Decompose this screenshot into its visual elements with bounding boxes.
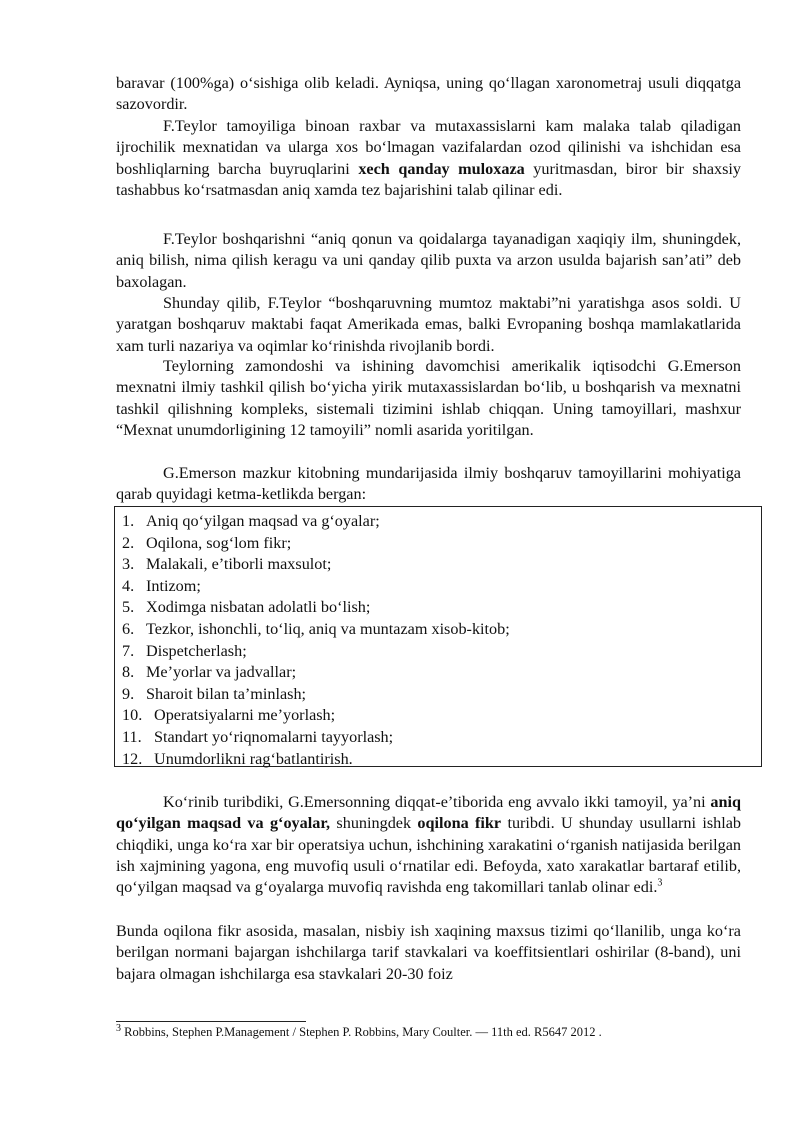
paragraph-7-text-b: shuningdek — [330, 814, 418, 833]
paragraph-1: baravar (100%ga) oʻsishiga olib keladi. Ayniqsa, uning qoʻllagan xaronometraj usuli diqqatga sazovordir. — [116, 74, 741, 114]
principle-item — [122, 619, 761, 641]
principle-text: Oqilona, sogʻlom fikr; — [146, 533, 292, 552]
paragraph-5: Teylorning zamondoshi va ishining davomchisi amerikalik iqtisodchi G.Emerson mexnatni ilmiy tashkil qilish boʻyicha yirik mutaxassislardan boʻlib, u boshqarish va mexnatni tashkil qilishning kompleks, sistemali tizimini ishlab chiqqan. Uning tamoyillari, mashxur “Mexnat unumdorligining 12 tamoyili” nomli asarida yoritilgan. — [116, 357, 741, 439]
principle-number: 4. — [122, 576, 135, 595]
principle-item — [122, 641, 761, 663]
paragraph-2-bold: xech qanday muloxaza — [358, 159, 525, 178]
footnote-marker: 3 — [116, 1022, 121, 1034]
paragraph-7-text-c: turibdi. U shunday usullarni ishlab chiqdiki, unga koʻra xar bir operatsiya uchun, ishchining xarakatini oʻrganish natijasida berilgan ish xajmining yagona, eng muvofiq usuli oʻrnatilar edi. Befoyda, xato xarakatlar bartaraf etilib, qoʻyilgan maqsad va gʻoyalarga muvofiq ravishda eng takomillari tanlab olinar edi. — [116, 814, 741, 897]
paragraph-8: Bunda oqilona fikr asosida, masalan, nisbiy ish xaqining maxsus tizimi qoʻllanilib, unga koʻra berilgan normani bajargan ishchilarga tarif stavkalari va koeffitsientlari oshirilar (8-band), uni bajara olmagan ishchilarga esa stavkalari 20-30 foiz — [116, 922, 741, 983]
paragraph-3: F.Teylor boshqarishni “aniq qonun va qoidalarga tayanadigan xaqiqiy ilm, shuningdek, aniq bilish, nima qilish keragu va uni qanday qilib puxta va arzon usulda bajarish san’ati” deb baxolagan. — [116, 230, 741, 291]
footnote-divider — [116, 1021, 306, 1022]
paragraph-7-text-a: Koʻrinib turibdiki, G.Emersonning diqqat-e’tiborida eng avvalo ikki tamoyil, ya’ni — [163, 793, 711, 811]
principle-text: Malakali, e’tiborli maxsulot; — [146, 555, 332, 574]
principle-item — [122, 576, 761, 598]
principle-number: 5. — [122, 598, 135, 617]
principle-text: Standart yoʻriqnomalarni tayyorlash; — [154, 727, 394, 746]
principle-item — [122, 705, 761, 727]
principle-text: Unumdorlikni ragʻbatlantirish. — [154, 749, 353, 768]
principle-item — [122, 511, 761, 533]
principle-text: Tezkor, ishonchli, toʻliq, aniq va muntazam xisob-kitob; — [146, 619, 510, 638]
principle-item — [122, 533, 761, 555]
footnote-reference[interactable]: 3 — [657, 877, 663, 889]
principle-item — [122, 727, 761, 749]
principle-text: Dispetcherlash; — [146, 641, 247, 660]
principle-item — [122, 597, 761, 619]
paragraph-7 — [116, 792, 741, 898]
paragraph-2-text-a: F.Teylor tamoyiliga binoan raxbar va mutaxassislarni kam malaka talab qiladigan ijrochilik mexnatidan va ularga xos boʻlmagan vazifalardan ozod qilinishi va ishchidan esa boshliqlarning barcha buyruqlarini — [116, 117, 741, 178]
principle-text: Operatsiyalarni me’yorlash; — [154, 706, 336, 725]
principle-number: 2. — [122, 533, 135, 552]
principle-text: Aniq qoʻyilgan maqsad va gʻoyalar; — [146, 512, 380, 530]
principle-number: 11. — [122, 727, 142, 746]
paragraph-2 — [116, 116, 741, 201]
principle-number: 3. — [122, 555, 135, 574]
principle-number: 9. — [122, 684, 135, 703]
paragraph-4: Shunday qilib, F.Teylor “boshqaruvning mumtoz maktabi”ni yaratishga asos soldi. U yaratgan boshqaruv maktabi faqat Amerikada emas, balki Evropaning boshqa mamlakatlarida xam turli nazariya va oqimlar koʻrinishda rivojlanib bordi. — [116, 294, 741, 355]
principle-number: 10. — [122, 706, 143, 725]
principle-text: Xodimga nisbatan adolatli boʻlish; — [146, 598, 371, 617]
principle-number: 1. — [122, 512, 135, 530]
principle-number: 12. — [122, 749, 143, 768]
principle-number: 7. — [122, 641, 135, 660]
paragraph-7-bold-2: oqilona fikr — [417, 814, 502, 833]
paragraph-7-bold-1: aniq qoʻyilgan maqsad va gʻoyalar, — [116, 793, 741, 833]
principle-text: Sharoit bilan ta’minlash; — [146, 684, 307, 703]
paragraph-2-text-b: yuritmasdan, biror bir shaxsiy tashabbus koʻrsatmasdan aniq xamda tez bajarishini talab qilinar edi. — [116, 159, 741, 199]
principle-item — [122, 749, 761, 771]
principle-number: 6. — [122, 619, 135, 638]
principles-list-box — [114, 506, 762, 767]
principle-text: Me’yorlar va jadvallar; — [146, 663, 297, 682]
footnote — [116, 1024, 602, 1040]
principles-list — [115, 507, 761, 770]
principle-text: Intizom; — [146, 576, 201, 595]
principle-number: 8. — [122, 663, 135, 682]
principle-item — [122, 662, 761, 684]
paragraph-6: G.Emerson mazkur kitobning mundarijasida ilmiy boshqaruv tamoyillarini mohiyatiga qarab quyidagi ketma-ketlikda bergan: — [116, 464, 741, 504]
footnote-text: Robbins, Stephen P.Management / Stephen P. Robbins, Mary Coulter. — 11th ed. R5647 2012 . — [121, 1025, 602, 1039]
principle-item — [122, 554, 761, 576]
principle-item — [122, 684, 761, 706]
